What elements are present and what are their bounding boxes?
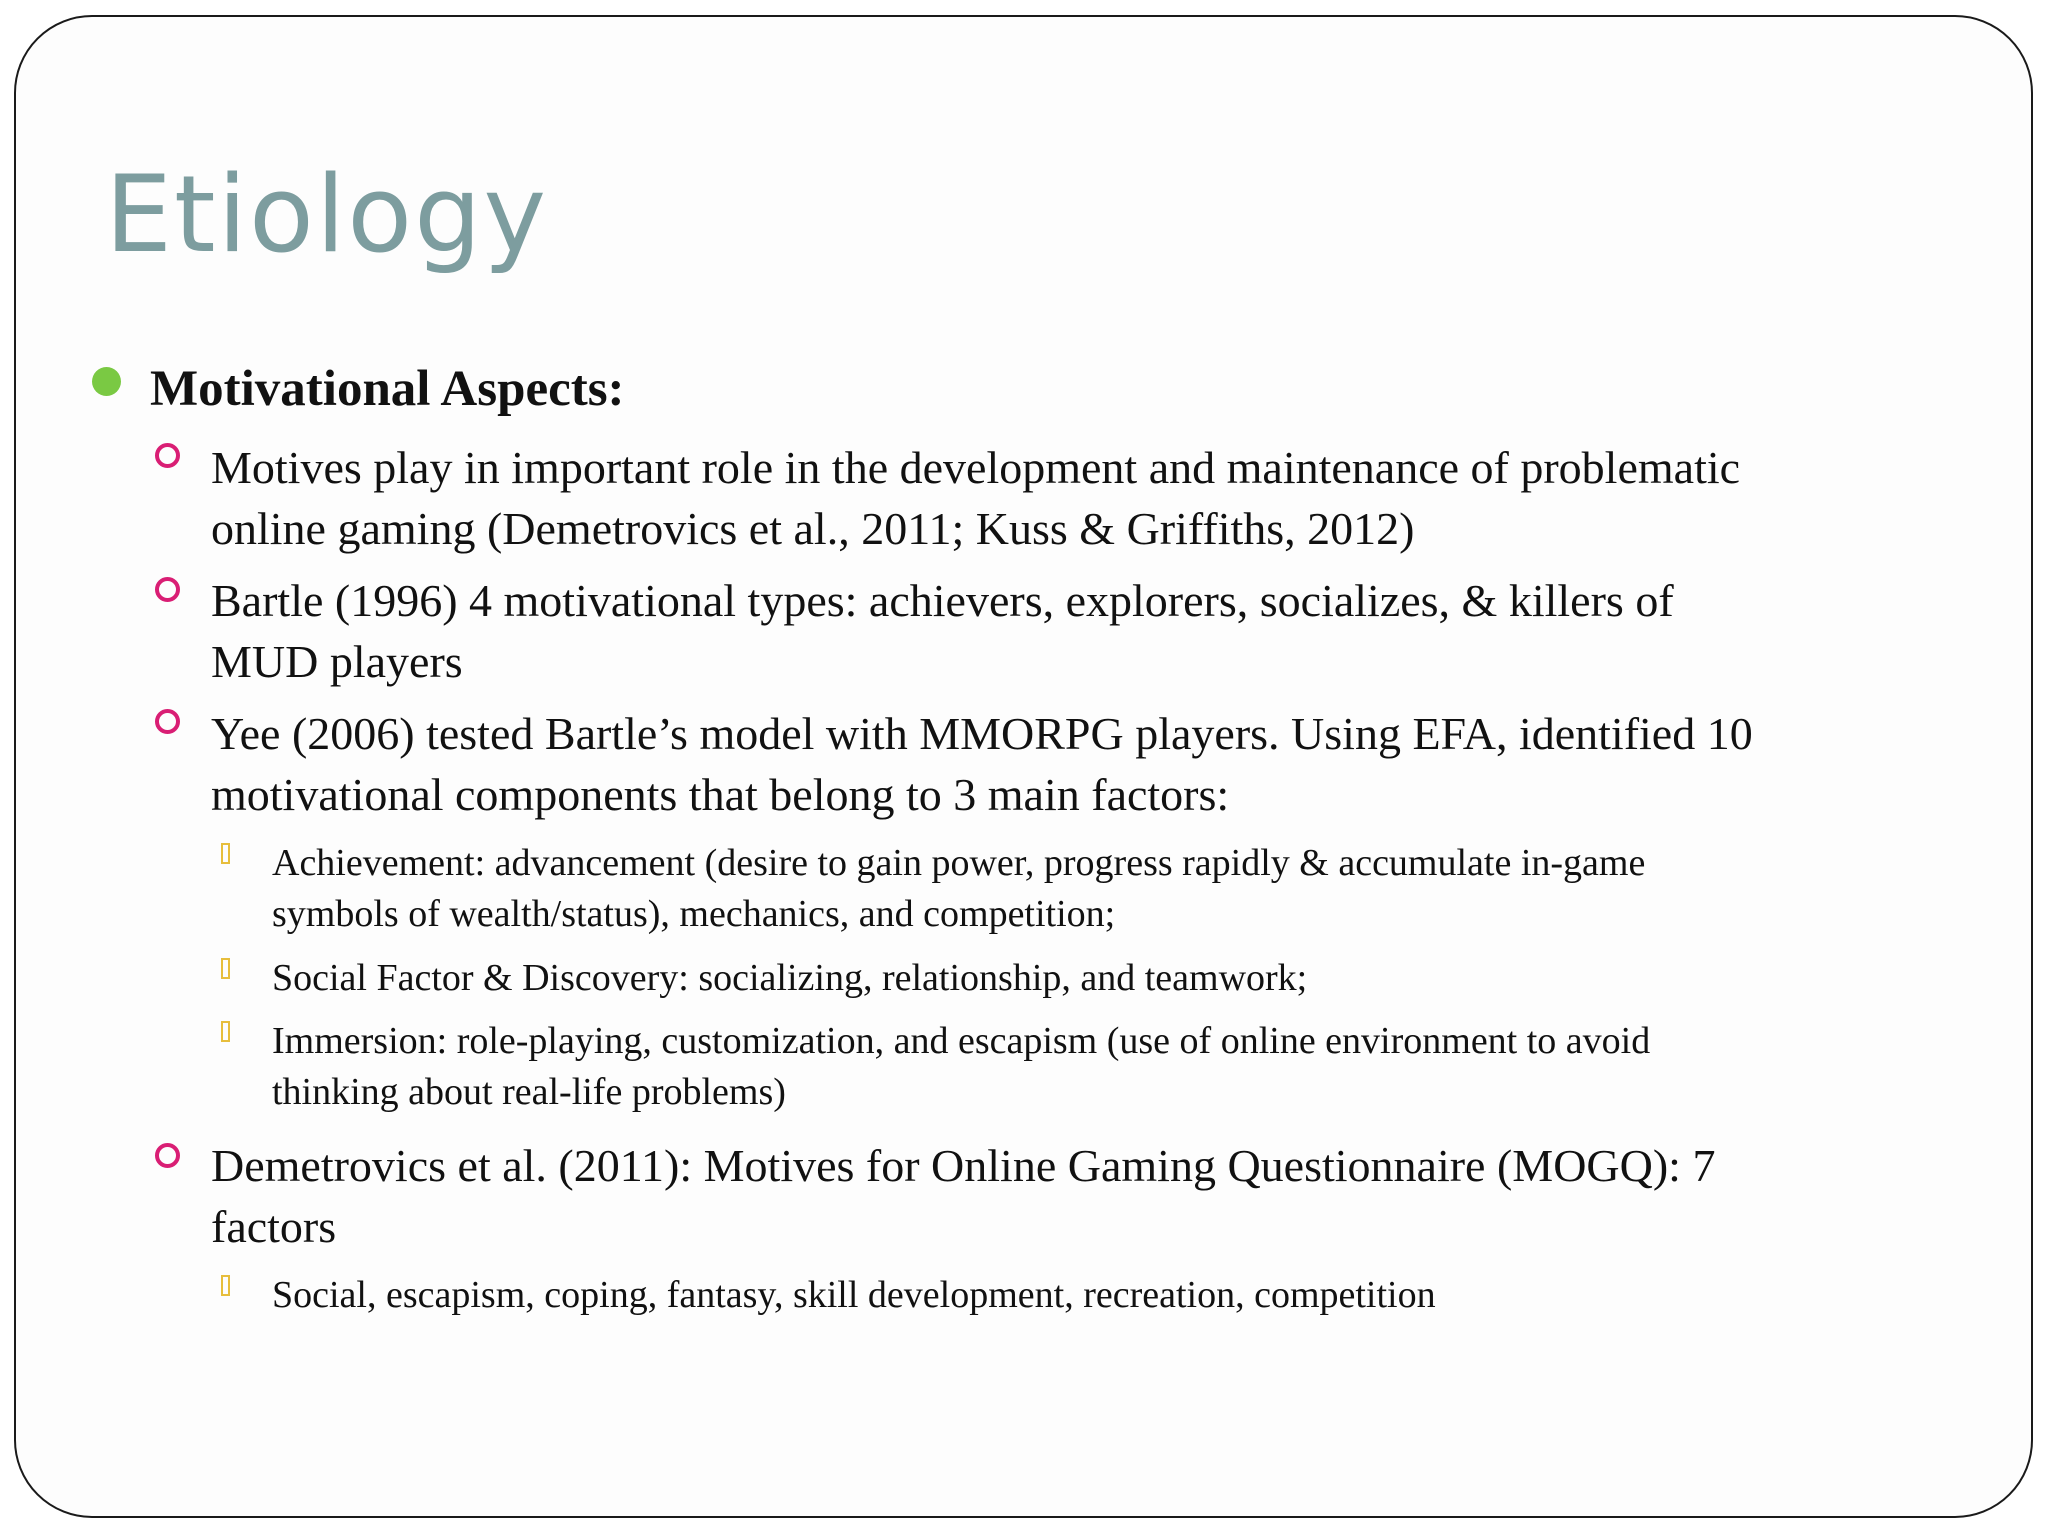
bullet-text-line: Bartle (1996) 4 motivational types: achievers, explorers, socializes, & killers of bbox=[211, 575, 1674, 626]
section-heading: Motivational Aspects: bbox=[150, 361, 625, 417]
green-bullet-icon bbox=[92, 367, 121, 396]
square-bullet-icon bbox=[221, 1275, 230, 1296]
ring-bullet-icon bbox=[155, 1143, 180, 1168]
sub-bullet-point bbox=[272, 838, 1912, 940]
bullet-text-line: Motives play in important role in the development and maintenance of problematic bbox=[211, 442, 1741, 493]
ring-bullet-icon bbox=[155, 709, 180, 734]
bullet-point bbox=[211, 437, 1971, 559]
sub-bullet-point bbox=[272, 953, 1912, 1004]
ring-bullet-icon bbox=[155, 577, 180, 602]
bullet-text-line: online gaming (Demetrovics et al., 2011; Kuss & Griffiths, 2012) bbox=[211, 503, 1415, 554]
square-bullet-icon bbox=[221, 1021, 230, 1042]
ring-bullet-icon bbox=[155, 443, 180, 468]
bullet-point bbox=[211, 1135, 1971, 1257]
sub-bullet-text-line: Achievement: advancement (desire to gain power, progress rapidly & accumulate in-game bbox=[272, 842, 1646, 884]
sub-bullet-text-line: symbols of wealth/status), mechanics, and competition; bbox=[272, 893, 1116, 935]
sub-bullet-text-line: Social Factor & Discovery: socializing, relationship, and teamwork; bbox=[272, 957, 1308, 999]
sub-bullet-text-line: Social, escapism, coping, fantasy, skill development, recreation, competition bbox=[272, 1274, 1436, 1316]
bullet-text-line: factors bbox=[211, 1201, 337, 1252]
bullet-text-line: motivational components that belong to 3 main factors: bbox=[211, 769, 1230, 820]
square-bullet-icon bbox=[221, 843, 230, 864]
sub-bullet-point bbox=[272, 1016, 1912, 1118]
bullet-text-line: Yee (2006) tested Bartle’s model with MMORPG players. Using EFA, identified 10 bbox=[211, 708, 1753, 759]
sub-bullet-text-line: thinking about real-life problems) bbox=[272, 1071, 786, 1113]
sub-bullet-point bbox=[272, 1270, 1912, 1321]
sub-bullet-text-line: Immersion: role-playing, customization, and escapism (use of online environment to avoid bbox=[272, 1020, 1651, 1062]
bullet-text-line: Demetrovics et al. (2011): Motives for Online Gaming Questionnaire (MOGQ): 7 bbox=[211, 1140, 1716, 1191]
bullet-text-line: MUD players bbox=[211, 636, 463, 687]
square-bullet-icon bbox=[221, 958, 230, 979]
bullet-point bbox=[211, 703, 1971, 825]
slide-title: Etiology bbox=[105, 153, 549, 276]
bullet-point bbox=[211, 570, 1971, 692]
